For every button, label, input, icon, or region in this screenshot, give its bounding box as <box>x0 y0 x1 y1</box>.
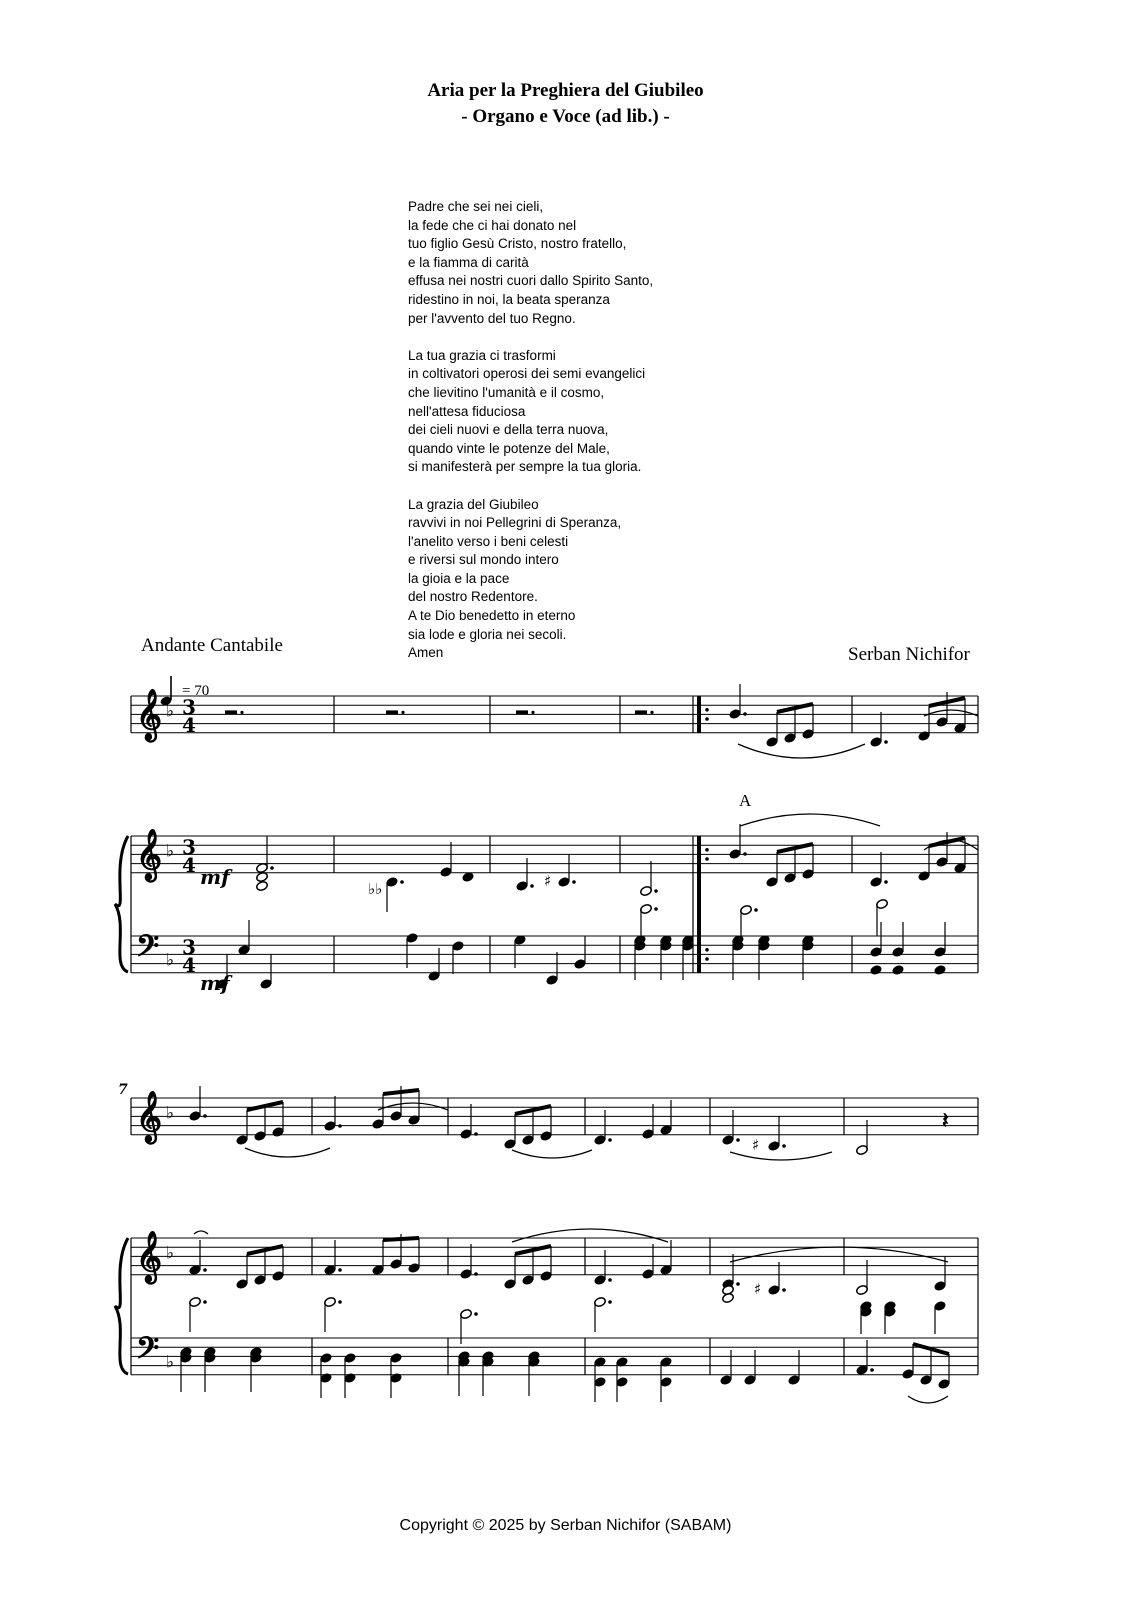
page-title: Aria per la Preghiera del Giubileo <box>427 80 704 101</box>
note-dot <box>338 1268 342 1272</box>
lyrics-line: del nostro Redentore. <box>408 589 538 605</box>
lyrics-line: nell'attesa fiduciosa <box>408 403 526 419</box>
note-dot <box>474 1132 478 1136</box>
lyrics-line: tuo figlio Gesù Cristo, nostro fratello, <box>408 236 627 252</box>
repeat-dot <box>705 848 709 852</box>
note-dot <box>782 1288 786 1292</box>
slur <box>245 1148 330 1157</box>
note-dot <box>736 1282 740 1286</box>
whole-rest <box>225 710 237 714</box>
flat-accidental: ♭♭ <box>368 880 383 898</box>
note-dot <box>782 1144 786 1148</box>
note-dot <box>572 880 576 884</box>
page-subtitle: - Organo e Voce (ad lib.) - <box>461 106 670 127</box>
lyrics-line: Padre che sei nei cieli, <box>408 199 544 214</box>
whole-rest <box>386 710 398 714</box>
copyright-notice: Copyright © 2025 by Serban Nichifor (SABAM) <box>399 1517 732 1534</box>
title-block <box>0 78 1131 130</box>
note-dot <box>400 880 404 884</box>
slur <box>378 1103 448 1110</box>
lyrics-line: A te Dio benedetto in eterno <box>408 608 576 624</box>
slur <box>908 1396 948 1403</box>
repeat-thick-bar <box>697 696 701 733</box>
slur <box>512 1150 592 1158</box>
time-signature-bottom: 4 <box>182 953 196 977</box>
whole-rest <box>516 710 528 714</box>
lyrics-line: e la fiamma di carità <box>408 254 529 270</box>
note-dot <box>203 1114 207 1118</box>
note-dot <box>743 712 747 716</box>
note-head <box>256 880 269 891</box>
time-signature-bottom: 4 <box>182 713 196 737</box>
quarter-rest-icon: 𝄽 <box>942 1109 949 1134</box>
lyrics-line: e riversi sul mondo intero <box>408 552 559 568</box>
repeat-dot <box>705 857 709 861</box>
sharp-accidental: ♯ <box>544 872 552 890</box>
note-dot <box>338 1124 342 1128</box>
note-dot <box>754 908 758 912</box>
note-head <box>870 964 883 975</box>
slur <box>194 1231 208 1234</box>
note-dot <box>884 880 888 884</box>
time-signature-bottom: 4 <box>182 853 196 877</box>
rest-dot <box>531 711 534 714</box>
note-dot <box>654 907 658 911</box>
note-dot <box>530 884 534 888</box>
lyrics-line: la fede che ci hai donato nel <box>408 217 577 233</box>
lyrics-line: si manifesterà per sempre la tua gloria. <box>408 459 642 475</box>
flat-key-signature: ♭ <box>166 701 175 722</box>
repeat-dot <box>705 717 709 721</box>
lyrics-line: effusa nei nostri cuori dallo Spirito Santo, <box>408 273 654 289</box>
treble-clef-icon: 𝄞 <box>136 1091 163 1142</box>
piano-brace <box>115 1238 128 1374</box>
lyrics-line: in coltivatori operosi dei semi evangelici <box>408 366 646 382</box>
slur <box>512 1229 668 1242</box>
lyrics-line: che lievitino l'umanità e il cosmo, <box>408 384 605 400</box>
lyrics-line: La tua grazia ci trasformi <box>408 347 556 363</box>
note-dot <box>474 1272 478 1276</box>
piano-brace <box>115 836 128 972</box>
lyrics-line: La grazia del Giubileo <box>408 496 539 512</box>
bass-clef-icon: 𝄢 <box>136 1332 160 1373</box>
lyrics-stanza <box>408 347 653 477</box>
note-head <box>934 964 947 975</box>
repeat-thick-bar <box>697 836 701 973</box>
dynamic-mark: mf <box>200 971 230 995</box>
rest-dot <box>401 711 404 714</box>
note-dot <box>270 866 274 870</box>
note-dot <box>608 1300 612 1304</box>
note-dot <box>203 1300 207 1304</box>
treble-clef-icon: 𝄞 <box>136 689 163 740</box>
flat-key-signature: ♭ <box>166 1243 175 1264</box>
sharp-accidental: ♯ <box>752 1136 760 1154</box>
note-dot <box>736 1138 740 1142</box>
flat-key-signature: ♭ <box>166 1103 175 1124</box>
treble-clef-icon: 𝄞 <box>136 1231 163 1282</box>
bass-clef-icon: 𝄢 <box>136 930 160 971</box>
metronome-mark: = 70 <box>182 683 210 699</box>
lyrics-line: Amen <box>408 645 444 661</box>
score-system-1 <box>0 690 1131 1010</box>
note-head <box>892 964 905 975</box>
rest-dot <box>650 711 653 714</box>
lyrics-text <box>408 198 653 681</box>
note-dot <box>743 852 747 856</box>
note-dot <box>203 1268 207 1272</box>
measure-number: 7 <box>118 1082 128 1098</box>
dynamic-mark: mf <box>200 865 230 889</box>
lyrics-line: ravvivi in noi Pellegrini di Speranza, <box>408 515 622 531</box>
time-signature-top: 3 <box>182 695 196 719</box>
lyrics-line: quando vinte le potenze del Male, <box>408 440 610 456</box>
tempo-marking: Andante Cantabile <box>141 635 283 656</box>
repeat-dot <box>705 957 709 961</box>
slur <box>730 1152 832 1160</box>
time-signature-top: 3 <box>182 935 196 959</box>
lyrics-stanza <box>408 198 653 328</box>
slur <box>924 710 978 716</box>
sharp-accidental: ♯ <box>754 1280 762 1298</box>
note-beam <box>383 1238 419 1240</box>
score-system-2 <box>0 1082 1131 1412</box>
slur <box>730 1247 948 1262</box>
note-dot <box>474 1312 478 1316</box>
note-beam <box>383 1090 419 1094</box>
note-dot <box>884 740 888 744</box>
note-dot <box>338 1300 342 1304</box>
lyrics-line: ridestino in noi, la beata speranza <box>408 291 610 307</box>
flat-key-signature: ♭ <box>166 1352 175 1373</box>
time-signature-top: 3 <box>182 835 196 859</box>
rest-dot <box>240 711 243 714</box>
lyrics-line: per l'avvento del tuo Regno. <box>408 310 576 326</box>
lyrics-stanza <box>408 496 653 663</box>
lyrics-line: sia lode e gloria nei secoli. <box>408 626 567 642</box>
whole-rest <box>635 710 647 714</box>
flat-key-signature: ♭ <box>166 841 175 862</box>
lyrics-line: dei cieli nuovi e della terra nuova, <box>408 422 609 438</box>
note-dot <box>654 889 658 893</box>
flat-key-signature: ♭ <box>166 950 175 971</box>
repeat-dot <box>705 708 709 712</box>
lyrics-line: la gioia e la pace <box>408 570 510 586</box>
slur <box>738 744 865 758</box>
lyrics-line: l'anelito verso i beni celesti <box>408 533 569 549</box>
note-dot <box>870 1368 874 1372</box>
note-dot <box>608 1278 612 1282</box>
slur <box>740 814 880 826</box>
repeat-dot <box>705 948 709 952</box>
rehearsal-mark: A <box>739 791 752 810</box>
note-dot <box>608 1138 612 1142</box>
composer-name: Serban Nichifor <box>848 644 970 665</box>
treble-clef-icon: 𝄞 <box>136 829 163 880</box>
note-head <box>722 1292 735 1303</box>
